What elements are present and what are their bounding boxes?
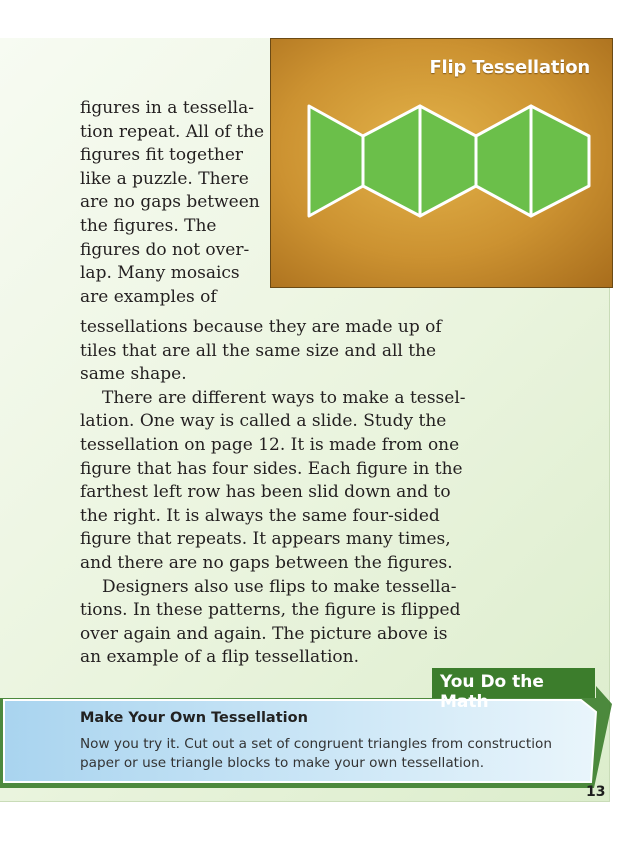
text-line: There are different ways to make a tessel- [102, 387, 466, 408]
text-line: tessellation on page 12. It is made from one [80, 434, 460, 455]
text-line: lap. Many mosaics [80, 263, 240, 284]
text-line: are no gaps between [80, 192, 260, 213]
activity-text-line: paper or use triangle blocks to make your own tessellation. [80, 755, 485, 771]
text-line: figures fit together [80, 145, 244, 166]
math-tab-label: You Do the Math [440, 672, 544, 712]
text-line: are examples of [80, 286, 217, 307]
text-line: the figures. The [80, 215, 217, 236]
text-line: tiles that are all the same size and all the [80, 340, 437, 361]
text-line: tions. In these patterns, the figure is flipped [80, 600, 461, 621]
text-line: Designers also use flips to make tessella- [102, 576, 457, 597]
text-line: tion repeat. All of the [80, 121, 265, 142]
text-line: figure that repeats. It appears many times, [80, 529, 451, 550]
activity-heading: Make Your Own Tessellation [80, 710, 308, 726]
text-line: the right. It is always the same four-sided [80, 505, 440, 526]
text-line: figure that has four sides. Each figure in the [80, 458, 463, 479]
text-line: lation. One way is called a slide. Study the [80, 411, 447, 432]
text-line: like a puzzle. There [80, 168, 249, 189]
text-line: an example of a flip tessellation. [80, 647, 359, 668]
activity-body [80, 735, 570, 773]
text-line: farthest left row has been slid down and to [80, 482, 451, 503]
text-line: figures do not over- [80, 239, 250, 260]
text-line: over again and again. The picture above is [80, 623, 448, 644]
figure-title: Flip Tessellation [429, 57, 590, 78]
you-do-the-math-tab [432, 668, 595, 712]
text-line: figures in a tessella- [80, 98, 254, 118]
text-line: and there are no gaps between the figures. [80, 552, 453, 573]
activity-text-line: Now you try it. Cut out a set of congruent triangles from construction [80, 736, 552, 752]
text-line: tessellations because they are made up of [80, 317, 442, 337]
page-number: 13 [586, 784, 606, 800]
text-line: same shape. [80, 364, 187, 385]
